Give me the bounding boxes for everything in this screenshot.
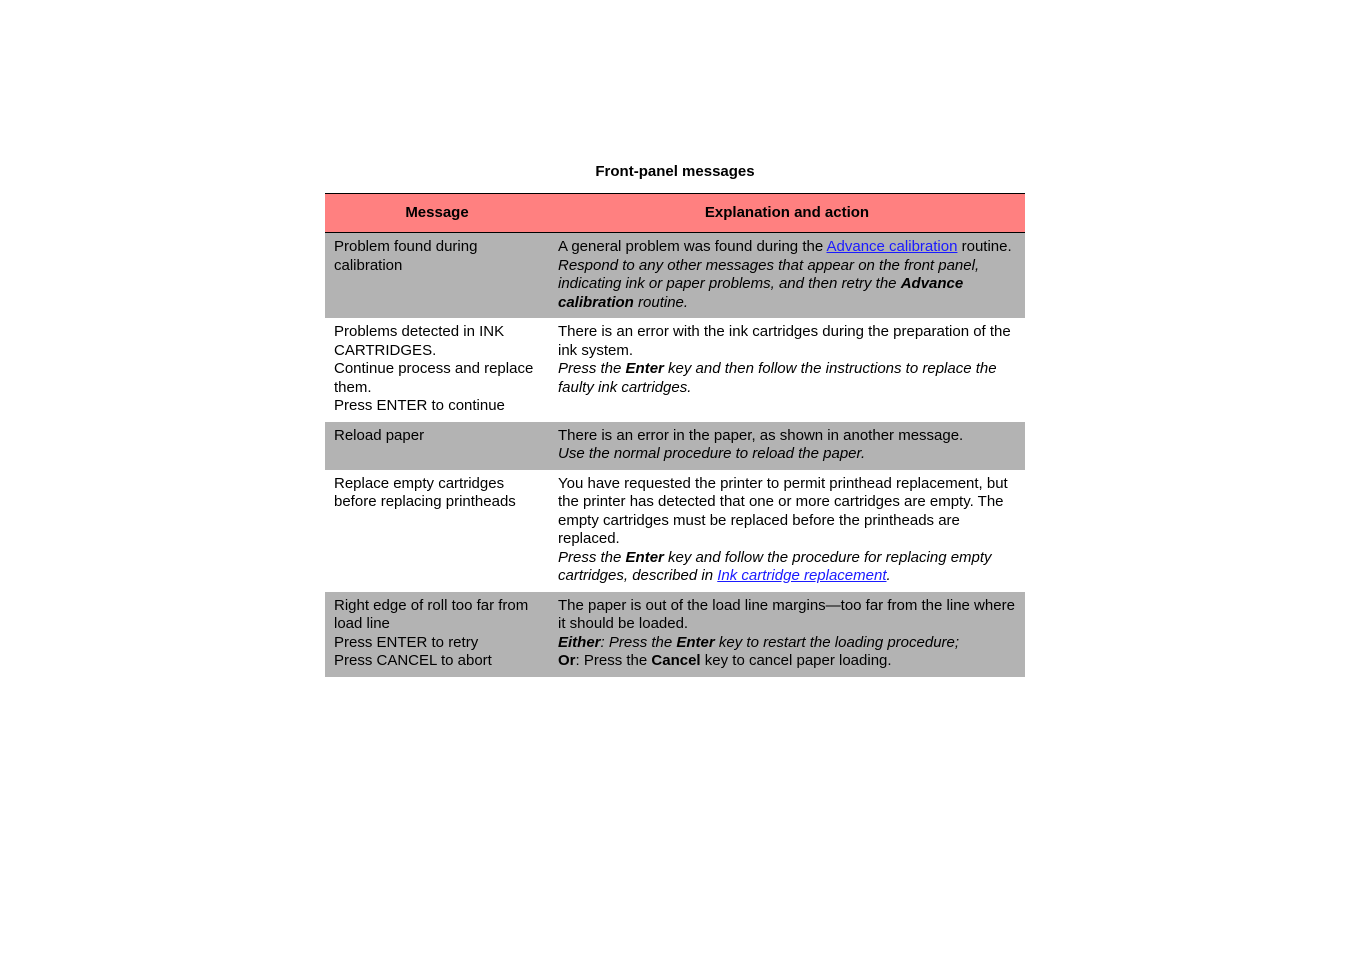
explanation-cell: [549, 422, 1025, 470]
action-text: [558, 257, 1016, 313]
action-bold-term: Or: [558, 652, 576, 669]
explanation-cell: [549, 318, 1025, 422]
action-bold-term: Enter: [676, 633, 715, 651]
message-text: Reload paper: [334, 426, 425, 444]
action-text-part: Press the: [558, 360, 626, 377]
message-text: Press ENTER to continue: [334, 397, 505, 414]
action-text-or: [558, 652, 1016, 671]
page-title: Front-panel messages: [595, 163, 755, 180]
explanation-text-part: A general problem was found during the: [558, 238, 827, 255]
action-bold-term: Either: [558, 633, 601, 651]
action-bold-term: Enter: [625, 360, 664, 377]
action-text: [558, 360, 1016, 397]
action-text-part: : Press the: [575, 652, 652, 669]
action-text-part: : Press the: [600, 633, 677, 651]
message-cell: [325, 233, 549, 319]
action-bold-term: Enter: [625, 548, 664, 566]
messages-table: [325, 193, 1025, 677]
ink-cartridge-replacement-link[interactable]: Ink cartridge replacement: [717, 567, 887, 584]
action-text-part: Press the: [558, 548, 626, 566]
message-text: Press ENTER to retry: [334, 633, 479, 651]
advance-calibration-link[interactable]: Advance calibration: [826, 238, 958, 255]
action-text-part: key and follow the procedure for replacing empty cartridges, described in: [558, 548, 992, 584]
explanation-text: The paper is out of the load line margins—too far from the line where it should be loaded.: [558, 596, 1015, 632]
message-cell: [325, 318, 549, 422]
explanation-text: [558, 238, 1016, 257]
message-text: Press CANCEL to abort: [334, 652, 492, 669]
message-cell: [325, 422, 549, 470]
table-header-row: [325, 194, 1025, 233]
table-row: [325, 422, 1025, 470]
message-cell: [325, 592, 549, 677]
column-header-explanation: Explanation and action: [549, 194, 1025, 233]
message-text: Problem found during calibration: [334, 238, 478, 274]
explanation-cell: [549, 233, 1025, 319]
explanation-text: There is an error with the ink cartridges during the preparation of the ink system.: [558, 323, 1011, 359]
action-bold-term: Cancel: [651, 652, 701, 669]
table-row: [325, 318, 1025, 422]
message-text: Right edge of roll too far from load line: [334, 596, 529, 632]
action-text: [558, 549, 1016, 586]
action-text-part: key to cancel paper loading.: [700, 652, 892, 669]
action-text: Use the normal procedure to reload the paper.: [558, 445, 866, 462]
message-cell: [325, 470, 549, 592]
explanation-text: There is an error in the paper, as shown in another message.: [558, 426, 964, 444]
action-text-part: Respond to any other messages that appear on the front panel, indicating ink or paper problems, and then retry the: [558, 256, 980, 292]
action-bold-term: Advance calibration: [558, 275, 964, 311]
explanation-text-part: routine.: [957, 238, 1012, 255]
table-row: [325, 233, 1025, 319]
explanation-text: You have requested the printer to permit printhead replacement, but the printer has detected that one or more cartridges are empty. The empty cartridges must be replaced before the printheads are replaced.: [558, 474, 1008, 547]
column-header-message: Message: [325, 194, 549, 233]
explanation-cell: [549, 592, 1025, 677]
explanation-cell: [549, 470, 1025, 592]
action-text-part: routine.: [633, 293, 689, 311]
action-text-part: .: [886, 567, 891, 584]
table-row: [325, 592, 1025, 677]
message-text: Replace empty cartridges before replacing printheads: [334, 474, 516, 510]
action-text-part: key and then follow the instructions to replace the faulty ink cartridges.: [558, 360, 997, 396]
message-text: Problems detected in INK CARTRIDGES.: [334, 323, 505, 359]
action-text-part: key to restart the loading procedure;: [714, 633, 960, 651]
table-row: [325, 470, 1025, 592]
action-text-either: [558, 634, 1016, 653]
message-text: Continue process and replace them.: [334, 360, 534, 396]
